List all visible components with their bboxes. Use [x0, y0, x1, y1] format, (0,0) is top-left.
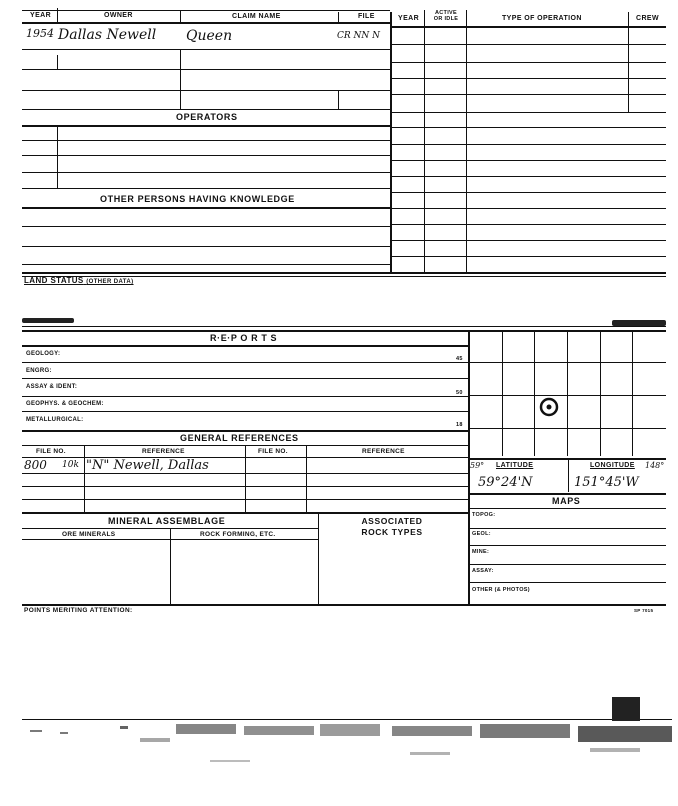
- ref-reference-header-1: REFERENCE: [142, 448, 185, 455]
- active-or-idle-header: ACTIVE OR IDLE: [433, 10, 459, 22]
- ref-reference-value: "N" Newell, Dallas: [86, 458, 209, 473]
- map-field-topog: TOPOG:: [472, 512, 496, 518]
- reports-title: R·E·P O R T S: [210, 333, 278, 343]
- map-field-other: OTHER (& PHOTOS): [472, 587, 530, 593]
- map-field-assay: ASSAY:: [472, 568, 494, 574]
- latitude-prefix: 59°: [470, 461, 485, 470]
- file-value: CR NN N: [337, 31, 381, 41]
- form-number: SP 7015: [634, 608, 654, 613]
- ref-file-no-header-2: FILE NO.: [258, 448, 288, 455]
- type-of-operation-header: TYPE OF OPERATION: [502, 15, 582, 22]
- report-metallurgical: METALLURGICAL:: [26, 417, 84, 423]
- longitude-value: 151°45'W: [574, 475, 639, 490]
- crew-header: CREW: [636, 15, 659, 22]
- claim-year-value: 1954: [26, 27, 54, 40]
- claim-name-header: CLAIM NAME: [232, 13, 281, 20]
- mineral-assemblage-title: MINERAL ASSEMBLAGE: [108, 516, 226, 526]
- latitude-value: 59°24'N: [478, 475, 533, 490]
- ops-year-header: YEAR: [398, 15, 420, 22]
- ref-page-value: 10k: [62, 460, 79, 470]
- report-assay: ASSAY & IDENT:: [26, 384, 78, 390]
- map-field-mine: MINE:: [472, 549, 490, 555]
- file-header: FILE: [358, 13, 375, 20]
- report-assay-note: 50: [456, 390, 463, 396]
- operators-title: OPERATORS: [176, 112, 238, 122]
- other-persons-title: OTHER PERSONS HAVING KNOWLEDGE: [100, 194, 295, 204]
- report-geology: GEOLOGY:: [26, 351, 61, 357]
- longitude-suffix: 148°: [645, 461, 665, 470]
- associated-rock-types-header: ASSOCIATED ROCK TYPES: [361, 516, 423, 537]
- report-engrg: ENGRG:: [26, 368, 52, 374]
- rock-forming-header: ROCK FORMING, ETC.: [200, 531, 276, 538]
- points-meriting-attention: POINTS MERITING ATTENTION:: [24, 607, 133, 614]
- owner-header: OWNER: [104, 12, 133, 19]
- latitude-label: LATITUDE: [496, 462, 534, 469]
- report-metallurgical-note: 18: [456, 422, 463, 428]
- report-geophys: GEOPHYS. & GEOCHEM:: [26, 401, 104, 407]
- ref-file-no-value: 800: [24, 458, 47, 472]
- general-references-title: GENERAL REFERENCES: [180, 433, 299, 443]
- location-circle-icon: [538, 396, 560, 418]
- ref-file-no-header-1: FILE NO.: [36, 448, 66, 455]
- claim-name-value: Queen: [186, 28, 233, 44]
- maps-title: MAPS: [552, 496, 581, 506]
- ref-reference-header-2: REFERENCE: [362, 448, 405, 455]
- ore-minerals-header: ORE MINERALS: [62, 531, 116, 538]
- owner-value: Dallas Newell: [58, 27, 157, 43]
- report-geology-note: 45: [456, 356, 463, 362]
- longitude-label: LONGITUDE: [590, 462, 635, 469]
- land-status-label: LAND STATUS (OTHER DATA): [24, 276, 134, 285]
- map-field-geol: GEOL:: [472, 531, 491, 537]
- year-header: YEAR: [30, 12, 52, 19]
